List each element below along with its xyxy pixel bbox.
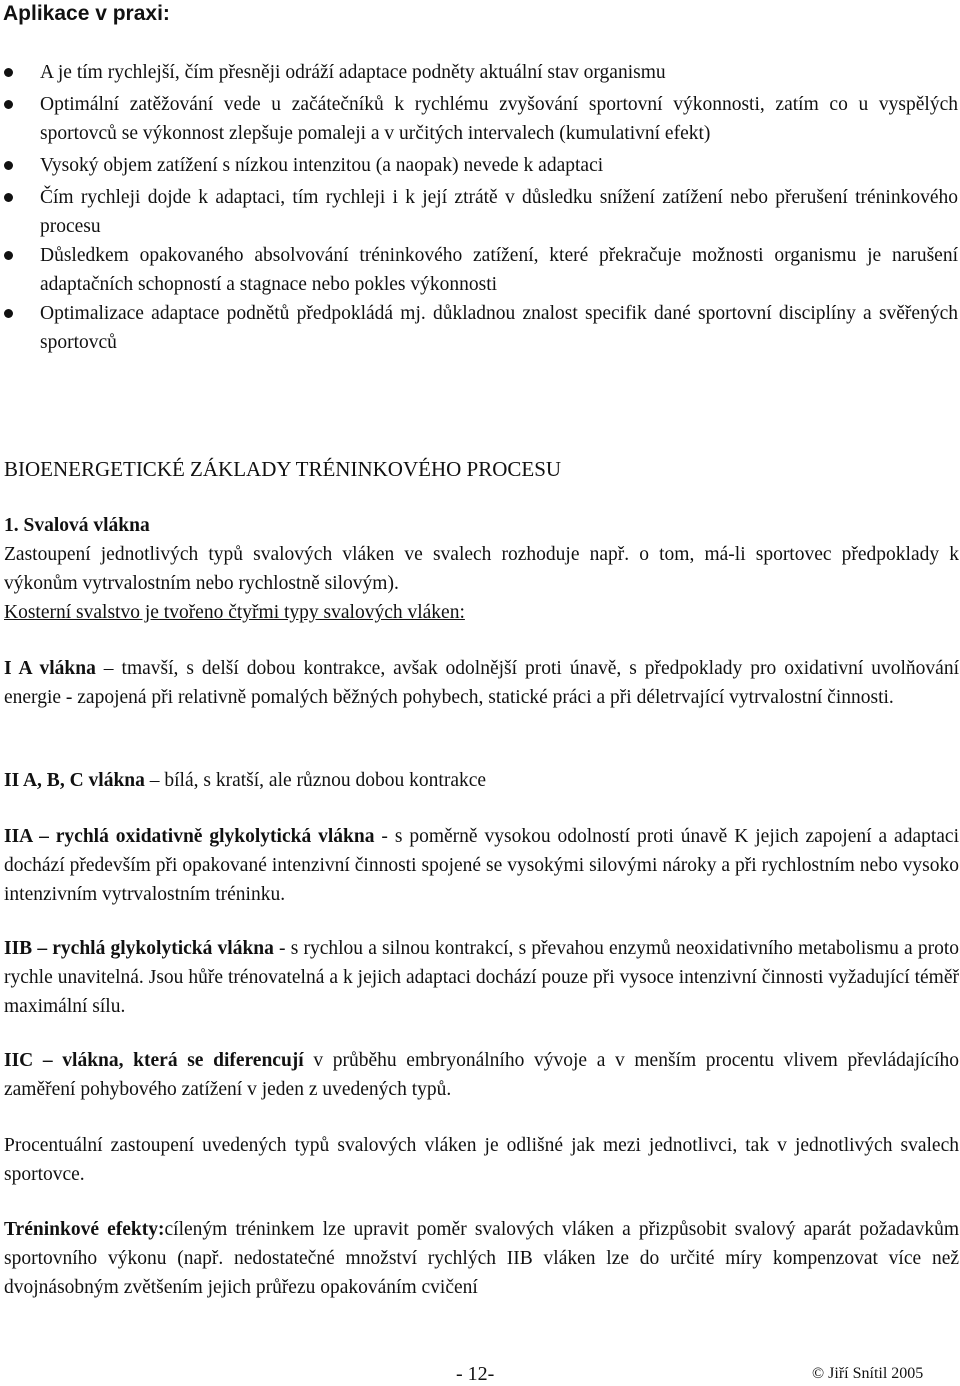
fiber-term: IIB – rychlá glykolytická vlákna: [4, 938, 274, 959]
fiber-paragraph-iic: [4, 1046, 959, 1104]
subsection-title: 1. Svalová vlákna: [4, 515, 150, 536]
fiber-description: – bílá, s kratší, ale různou dobou kontrakce: [144, 770, 487, 791]
bullet-list: [0, 58, 960, 357]
bullet-icon: [4, 251, 13, 260]
page-number: - 12-: [456, 1363, 495, 1385]
fiber-term: II A, B, C vlákna: [4, 770, 145, 791]
bullet-icon: [4, 193, 13, 202]
section-title: BIOENERGETICKÉ ZÁKLADY TRÉNINKOVÉHO PROCESU: [4, 457, 562, 481]
list-item: Vysoký objem zatížení s nízkou intenzitou (a naopak) nevede k adaptaci: [0, 151, 960, 180]
list-item: Čím rychleji dojde k adaptaci, tím rychleji i k její ztrátě v důsledku snížení zatížení nebo přerušení tréninkového procesu: [0, 183, 960, 241]
copyright-notice: © Jiří Snítil 2005: [812, 1365, 924, 1382]
summary-paragraph: Procentuální zastoupení uvedených typů svalových vláken je odlišné jak mezi jednotlivci, tak v jednotlivých svalech sportovce.: [4, 1135, 959, 1185]
page-heading: Aplikace v praxi:: [3, 2, 170, 25]
training-term: Tréninkové efekty:: [4, 1219, 165, 1240]
fiber-paragraph-ii: [4, 766, 959, 795]
fiber-description: - s poměrně vysokou odolností proti únavě K jejich zapojení a adaptaci dochází především při opakované intenzivní činnosti spojené se vysokými silovými nároky a při rychlostním nebo vysoko intenzivním vytrvalostním tréninku.: [4, 826, 959, 905]
fiber-paragraph-iib: [4, 934, 959, 1021]
bullet-icon: [4, 100, 13, 109]
fiber-term: IIC – vlákna, která se diferencují: [4, 1050, 304, 1071]
fiber-description: v průběhu embryonálního vývoje a v menším procentu vlivem převládajícího zaměření pohybového zatížení v jeden z uvedených typů.: [4, 1050, 959, 1100]
intro-paragraph: Zastoupení jednotlivých typů svalových vláken ve svalech rozhoduje např. o tom, má-li sportovec předpoklady k výkonům vytrvalostním nebo rychlostně silovým).: [4, 544, 959, 594]
list-item: A je tím rychlejší, čím přesněji odráží adaptace podněty aktuální stav organismu: [0, 58, 960, 87]
fiber-description: – tmavší, s delší dobou kontrakce, avšak odolnější proti únavě, s předpoklady pro oxidativní uvolňování energie - zapojená při relativně pomalých běžných pohybech, statické práci a při déletrvající vytrvalostní činnosti.: [4, 658, 959, 708]
fiber-description: - s rychlou a silnou kontrakcí, s převahou enzymů neoxidativního metabolismu a proto rychle unavitelná. Jsou hůře trénovatelná a k jejich adaptaci dochází pouze při vysoce intenzivní činnosti vyžadující téměř maximální sílu.: [4, 938, 959, 1017]
bullet-icon: [4, 309, 13, 318]
list-item: Optimální zatěžování vede u začátečníků k rychlému zvyšování sportovní výkonnosti, zatím co u vyspělých sportovců se výkonnost zlepšuje pomaleji a v určitých intervalech (kumulativní efekt): [0, 90, 960, 148]
bullet-icon: [4, 161, 13, 170]
bullet-icon: [4, 68, 13, 77]
fiber-paragraph-iia: [4, 822, 959, 909]
fiber-term: I A vlákna: [4, 658, 96, 679]
training-text: cíleným tréninkem lze upravit poměr svalových vláken a přizpůsobit svalový aparát požadavkům sportovního výkonu (např. nedostatečné množství rychlých IIB vláken lze do určité míry kompenzovat více než dvojnásobným zvětšením jejich průřezu opakováním cvičení: [4, 1219, 959, 1298]
training-effects-paragraph: [4, 1215, 959, 1302]
list-item: Důsledkem opakovaného absolvování tréninkového zatížení, které překračuje možnosti organismu je narušení adaptačních schopností a stagnace nebo pokles výkonnosti: [0, 241, 960, 299]
fiber-types-heading: Kosterní svalstvo je tvořeno čtyřmi typy svalových vláken:: [4, 602, 465, 623]
fiber-term: IIA – rychlá oxidativně glykolytická vlákna: [4, 826, 375, 847]
fiber-paragraph-ia: [4, 654, 959, 712]
list-item: Optimalizace adaptace podnětů předpokládá mj. důkladnou znalost specifik dané sportovní disciplíny a svěřených sportovců: [0, 299, 960, 357]
